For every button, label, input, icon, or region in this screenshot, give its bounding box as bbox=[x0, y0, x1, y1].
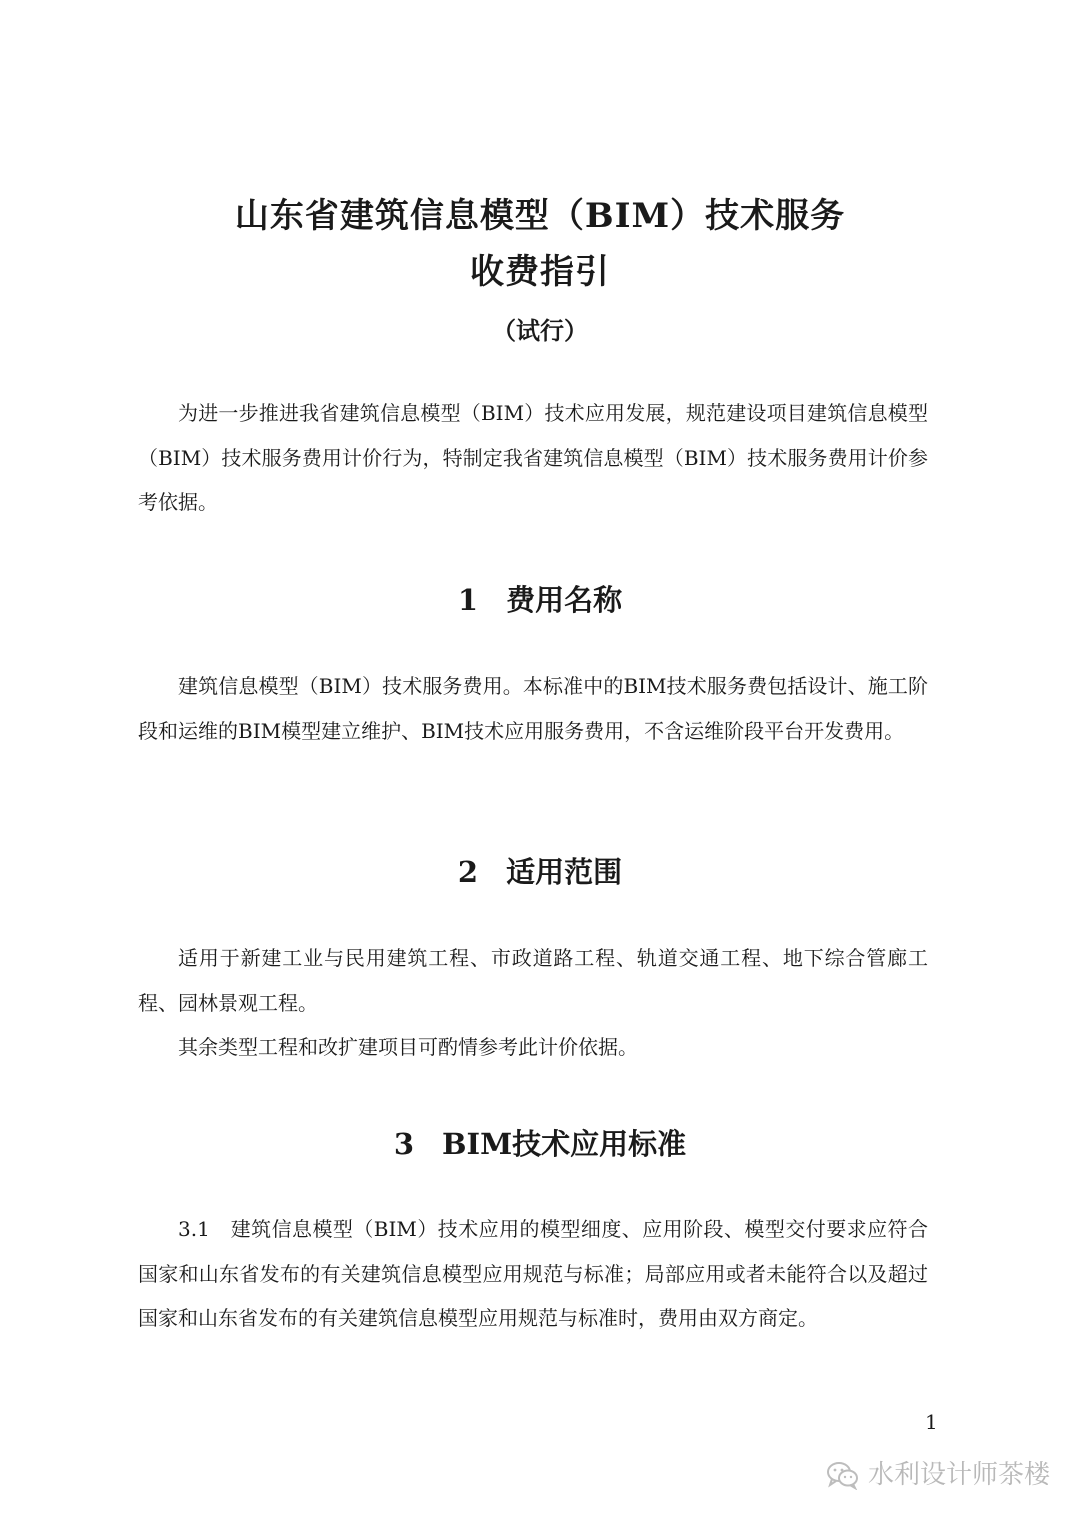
section-2-paragraph-1: 适用于新建工业与民用建筑工程、市政道路工程、轨道交通工程、地下综合管廊工程、园林景观工程。 bbox=[138, 946, 928, 1015]
section-2-title: 适用范围 bbox=[506, 855, 623, 889]
document-title-line-1: 山东省建筑信息模型（BIM）技术服务 bbox=[234, 196, 846, 236]
section-1-number: 1 bbox=[457, 583, 479, 617]
watermark-text: 水利设计师茶楼 bbox=[867, 1460, 1050, 1490]
wechat-icon bbox=[826, 1460, 860, 1490]
section-1-paragraph: 建筑信息模型（BIM）技术服务费用。本标准中的BIM技术服务费包括设计、施工阶段和运维的BIM模型建立维护、BIM技术应用服务费用，不含运维阶段平台开发费用。 bbox=[138, 674, 928, 743]
section-3-paragraph: 3.1 建筑信息模型（BIM）技术应用的模型细度、应用阶段、模型交付要求应符合国家和山东省发布的有关建筑信息模型应用规范与标准；局部应用或者未能符合以及超过国家和山东省发布的有关建筑信息模型应用规范与标准时，费用由双方商定。 bbox=[138, 1217, 928, 1330]
section-2-heading bbox=[0, 852, 1080, 892]
page-number: 1 bbox=[925, 1410, 938, 1434]
section-3-heading bbox=[0, 1124, 1080, 1164]
document-title-line-2: 收费指引 bbox=[470, 252, 610, 292]
section-1-heading bbox=[0, 580, 1080, 620]
section-2-number: 2 bbox=[457, 855, 479, 889]
intro-paragraph: 为进一步推进我省建筑信息模型（BIM）技术应用发展，规范建设项目建筑信息模型（BIM）技术服务费用计价行为，特制定我省建筑信息模型（BIM）技术服务费用计价参考依据。 bbox=[138, 401, 928, 514]
section-2-paragraph-2: 其余类型工程和改扩建项目可酌情参考此计价依据。 bbox=[178, 1035, 638, 1059]
title-block bbox=[0, 188, 1080, 348]
section-3-number: 3 bbox=[393, 1127, 414, 1161]
watermark bbox=[826, 1458, 1050, 1492]
document-subtitle: （试行） bbox=[492, 316, 588, 345]
section-1-title: 费用名称 bbox=[506, 583, 623, 617]
section-3-title: BIM技术应用标准 bbox=[442, 1127, 687, 1161]
